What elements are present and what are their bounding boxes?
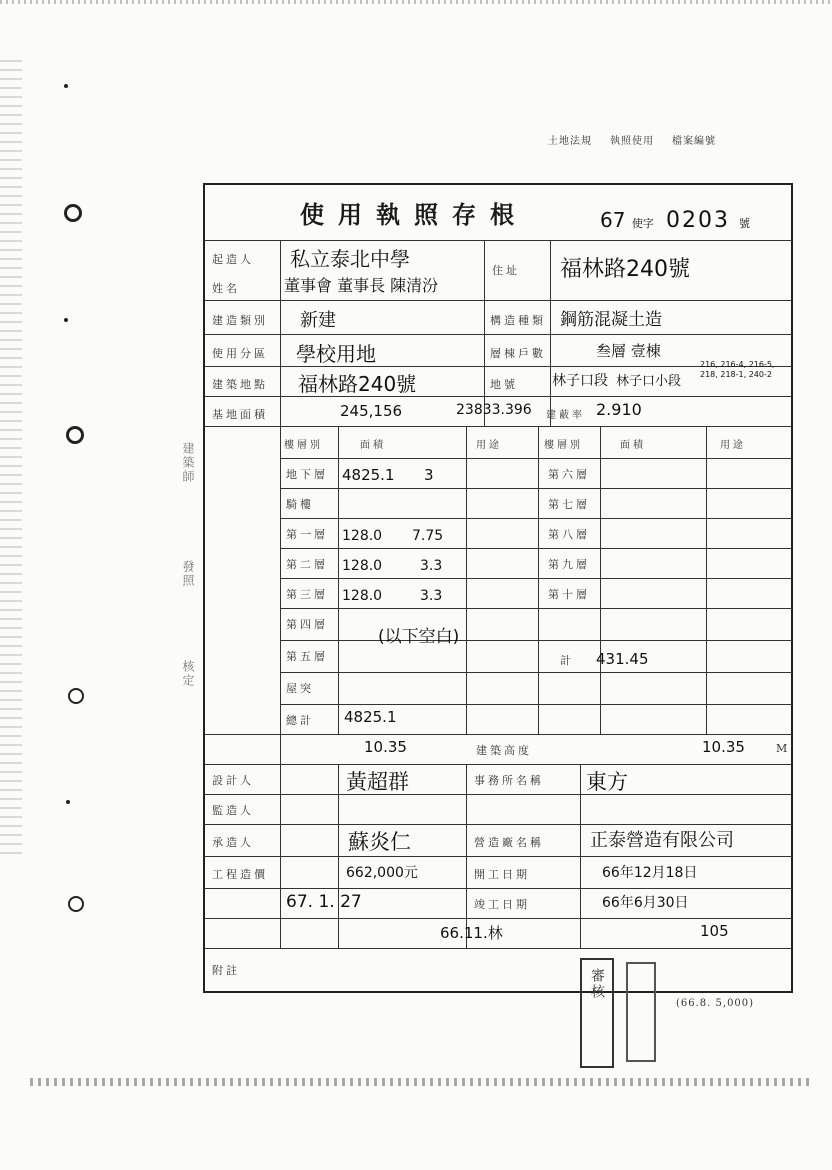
permit-number-suffix: 號	[739, 217, 752, 230]
floor-row-area: 4825.1	[342, 466, 395, 484]
designer-value: 黃超群	[346, 770, 409, 794]
use-zone-value: 學校用地	[296, 342, 376, 366]
seal-text: 審核	[589, 968, 605, 1000]
floor-row-label: 地下層	[286, 468, 328, 481]
archive-stamp-line: 執照使用	[610, 136, 654, 147]
applicant-role-label: 起造人	[212, 253, 254, 266]
coverage-value: 2.910	[596, 400, 642, 419]
height-value-right: 10.35	[702, 738, 745, 756]
height-unit: M	[776, 742, 791, 755]
building-type-label: 建造類別	[212, 314, 268, 327]
binder-hole-icon	[68, 896, 84, 912]
permit-date-value: 105	[700, 922, 729, 940]
floor-row-area: 128.0	[342, 528, 383, 544]
floor-row-count: 3	[424, 466, 434, 484]
applicant-name-line2: 董事會 董事長 陳清汾	[284, 276, 439, 295]
complete-date-label: 竣工日期	[474, 898, 530, 911]
lot-label: 地號	[490, 378, 518, 391]
floor-row-label: 第四層	[286, 618, 328, 631]
households-value: 叁層 壹棟	[596, 342, 661, 360]
other-area-value: 23833.396	[456, 402, 532, 418]
side-label: 建築師	[181, 442, 195, 484]
lot-numbers: 216, 216-4, 216-5, 218, 218-1, 240-2	[700, 360, 775, 379]
applicant-name-label: 姓名	[212, 282, 240, 295]
floor-row-count: 3.3	[420, 558, 443, 574]
archive-stamp-line: 土地法規	[548, 136, 592, 147]
archive-stamp-line: 檔案編號	[672, 136, 716, 147]
total-floor-label: 總計	[286, 714, 314, 727]
floor-row-label: 第二層	[286, 558, 328, 571]
scan-speck	[66, 800, 70, 804]
total-floor-value: 4825.1	[344, 708, 397, 726]
structure-value: 鋼筋混凝土造	[560, 310, 662, 330]
floor-row-right: 第九層	[548, 558, 590, 571]
complete-date-value: 66年6月30日	[602, 895, 689, 911]
supervisor-label: 監造人	[212, 804, 254, 817]
print-stamp: (66.8. 5,000)	[676, 998, 755, 1009]
coverage-label: 建蔽率	[546, 410, 585, 421]
floor-row-count: 7.75	[412, 528, 444, 544]
permit-year-value: 67	[600, 208, 626, 232]
roof-label: 屋突	[286, 682, 314, 695]
floor-row-label: 騎樓	[286, 498, 314, 511]
site-area-value: 245,156	[340, 402, 403, 420]
building-type-value: 新建	[300, 310, 336, 331]
binder-hole-icon	[68, 688, 84, 704]
height-value: 10.35	[364, 738, 407, 756]
floor-row-right: 第十層	[548, 588, 590, 601]
designer-firm-label: 事務所名稱	[474, 774, 544, 787]
contractor-label: 承造人	[212, 836, 254, 849]
floor-row-right: 第七層	[548, 498, 590, 511]
start-date-label: 開工日期	[474, 868, 530, 881]
use-header-right: 用途	[720, 440, 746, 451]
lot-value-2: 林子口小段	[616, 374, 682, 389]
side-label: 核定	[181, 660, 195, 688]
remark-label: 附註	[212, 964, 240, 977]
designer-firm-value: 東方	[586, 770, 628, 794]
total-value: 431.45	[596, 650, 649, 668]
scan-top-edge	[0, 0, 832, 4]
permit-year	[600, 208, 654, 232]
floor-header: 樓層別	[284, 440, 323, 451]
total-label: 計	[560, 654, 574, 667]
permit-number	[666, 208, 752, 233]
designer-label: 設計人	[212, 774, 254, 787]
floor-row-label: 第五層	[286, 650, 328, 663]
use-zone-label: 使用分區	[212, 347, 268, 360]
contractor-value: 蘇炎仁	[348, 830, 411, 854]
address-label: 住址	[492, 264, 520, 277]
handwritten-note: 66.11.林	[440, 924, 503, 942]
floor-row-count: 3.3	[420, 588, 443, 604]
contractor-firm-value: 正泰營造有限公司	[590, 830, 734, 851]
scan-speck	[64, 318, 68, 322]
floor-header-right: 樓層別	[544, 440, 583, 451]
households-label: 層棟戶數	[490, 347, 546, 360]
applicant-name-line1: 私立泰北中學	[290, 247, 410, 271]
cost-value: 662,000元	[346, 865, 418, 881]
area-header: 面積	[360, 440, 386, 451]
use-header: 用途	[476, 440, 502, 451]
scan-left-edge	[0, 60, 22, 860]
floor-row-label: 第一層	[286, 528, 328, 541]
start-date-value: 66年12月18日	[602, 865, 698, 881]
archive-stamp	[548, 132, 758, 168]
contractor-firm-label: 營造廠名稱	[474, 836, 544, 849]
seal-stamp	[626, 962, 656, 1062]
site-area-label: 基地面積	[212, 408, 268, 421]
blank-note: (以下空白)	[378, 627, 460, 647]
cost-label: 工程造價	[212, 868, 268, 881]
scan-speck	[64, 84, 68, 88]
permit-number-value: 0203	[666, 208, 730, 233]
page-title: 使用執照存根	[300, 200, 528, 229]
area-header-right: 面積	[620, 440, 646, 451]
scan-bottom-edge	[30, 1078, 810, 1086]
structure-label: 構造種類	[490, 314, 546, 327]
seal-stamp	[580, 958, 614, 1068]
side-label: 發照	[181, 560, 195, 588]
height-label: 建築高度	[476, 744, 532, 757]
floor-row-label: 第三層	[286, 588, 328, 601]
location-value: 福林路240號	[298, 372, 417, 396]
floor-row-right: 第六層	[548, 468, 590, 481]
binder-hole-icon	[66, 426, 84, 444]
lot-value-1: 林子口段	[552, 373, 608, 389]
floor-row-area: 128.0	[342, 558, 383, 574]
floor-row-area: 128.0	[342, 588, 383, 604]
floor-row-right: 第八層	[548, 528, 590, 541]
permit-year-suffix: 使字	[631, 217, 654, 230]
address-value: 福林路240號	[560, 257, 690, 282]
location-label: 建築地點	[212, 378, 268, 391]
second-date-value: 67. 1. 27	[286, 892, 362, 912]
binder-hole-icon	[64, 204, 82, 222]
